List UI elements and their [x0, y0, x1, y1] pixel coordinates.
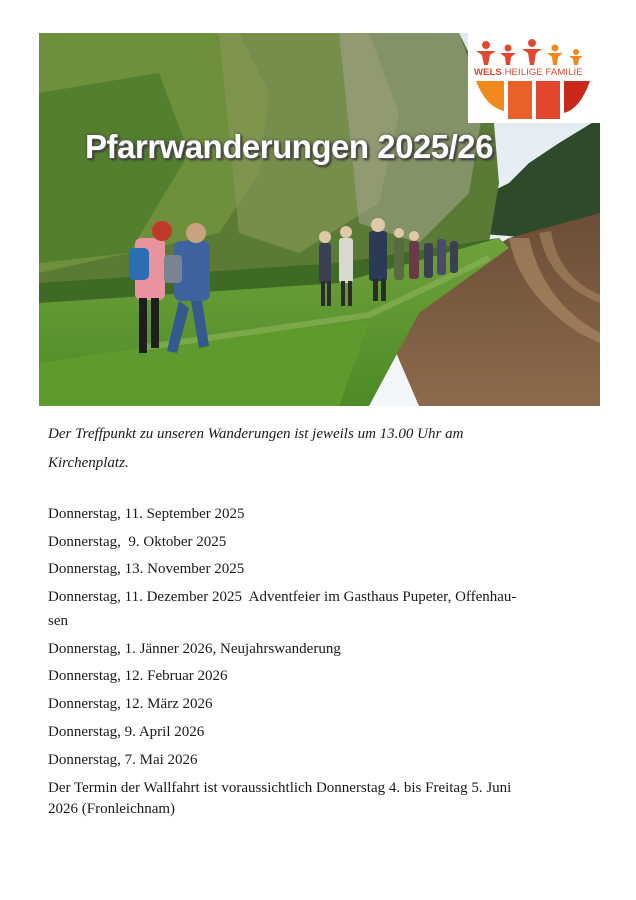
date-item: Donnerstag, 9. April 2026: [48, 723, 205, 740]
hero-photo: [39, 33, 600, 406]
meeting-point-text: [48, 420, 588, 478]
date-item: Donnerstag, 9. Oktober 2025: [48, 533, 227, 550]
intro-line-1: Der Treffpunkt zu unseren Wanderungen ist jeweils um 13.00 Uhr am: [48, 426, 464, 442]
date-item: [48, 588, 593, 631]
date-item-line-1: Donnerstag, 11. Dezember 2025 Adventfeier im Gasthaus Pupeter, Offenhau-: [48, 589, 517, 606]
logo-name-bold: WELS: [474, 67, 502, 78]
date-item: Donnerstag, 7. Mai 2026: [48, 751, 198, 768]
date-item: Donnerstag, 1. Jänner 2026, Neujahrswanderung: [48, 640, 341, 657]
date-item: Donnerstag, 12. März 2026: [48, 696, 213, 713]
parish-logo: [468, 33, 600, 123]
date-item-line-2: sen: [48, 613, 68, 630]
pilgrimage-note: [48, 778, 593, 820]
pilgrimage-line-2: 2026 (Fronleichnam): [48, 801, 176, 818]
date-item: Donnerstag, 12. Februar 2026: [48, 668, 228, 685]
pilgrimage-line-1: Der Termin der Wallfahrt ist voraussichtlich Donnerstag 4. bis Freitag 5. Juni: [48, 780, 512, 797]
logo-wordmark: [474, 67, 598, 78]
logo-name-rest: HEILIGE FAMILIE: [504, 67, 583, 78]
hero-title: Pfarrwanderungen 2025/26: [85, 128, 494, 165]
date-item: Donnerstag, 11. September 2025: [48, 506, 245, 522]
family-figures-icon: [468, 33, 600, 123]
intro-line-2: Kirchenplatz.: [48, 455, 129, 471]
date-item: Donnerstag, 13. November 2025: [48, 561, 245, 578]
hike-dates-list: [48, 505, 593, 820]
